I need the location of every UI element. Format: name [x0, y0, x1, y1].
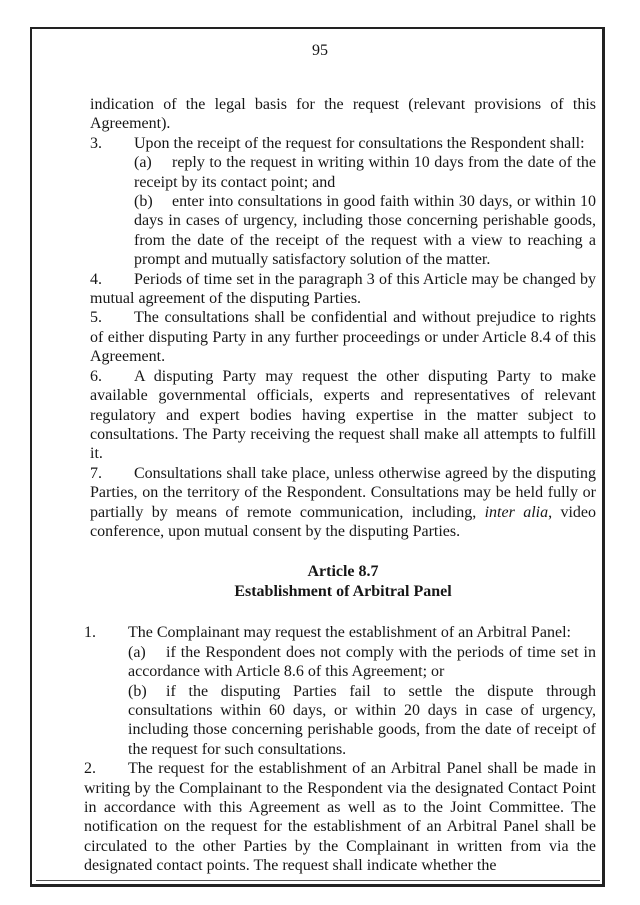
item-label: (a) — [134, 154, 152, 172]
paragraph-number: 1. — [84, 624, 96, 642]
item-label: (b) — [128, 682, 147, 700]
article-paragraph-1-item-a — [128, 643, 596, 682]
paragraph-3 — [90, 134, 596, 153]
latin-phrase: inter alia — [484, 503, 549, 521]
intro-paragraph: indication of the legal basis for the request (relevant provisions of this Agreement). — [90, 96, 596, 133]
paragraph-text: Upon the receipt of the request for consultations the Respondent shall: — [134, 134, 585, 152]
paragraph-number: 6. — [90, 367, 102, 385]
paragraph-3-item-a — [134, 153, 596, 192]
item-text: enter into consultations in good faith within 30 days, or within 10 days in cases of urgency, including those concerning perishable goods, from the date of the receipt of the request with a view to reaching a prompt and mutually satisfactory solution of the matter. — [134, 193, 596, 269]
item-text: if the Respondent does not comply with the periods of time set in accordance with Article 8.6 of this Agreement; or — [128, 643, 596, 681]
paragraph-4 — [90, 270, 596, 309]
paragraph-number: 4. — [90, 270, 102, 288]
article-heading — [90, 562, 596, 602]
paragraph-text: The Complainant may request the establishment of an Arbitral Panel: — [128, 624, 571, 642]
paragraph-number: 2. — [84, 760, 96, 778]
paragraph-text: A disputing Party may request the other disputing Party to make available governmental officials, experts and representatives of relevant regulatory and expert bodies having expertise in the matter subject to consultations. The Party receiving the request shall make all attempts to fulfill it. — [90, 367, 596, 463]
item-text: if the disputing Parties fail to settle the dispute through consultations within 60 days, or within 20 days in case of urgency, including those concerning perishable goods, from the date of receipt of the request for such consultations. — [128, 682, 596, 758]
paragraph-number: 3. — [90, 134, 102, 152]
paragraph-text: Periods of time set in the paragraph 3 of this Article may be changed by mutual agreement of the disputing Parties. — [90, 270, 596, 308]
paragraph-6 — [90, 367, 596, 464]
paragraph-number: 5. — [90, 309, 102, 327]
article-paragraph-2 — [84, 759, 596, 875]
paragraph-5 — [90, 308, 596, 366]
item-label: (b) — [134, 193, 153, 211]
article-paragraph-1-item-b — [128, 682, 596, 760]
item-label: (a) — [128, 643, 146, 661]
paragraph-number: 7. — [90, 464, 102, 482]
document-body — [84, 95, 597, 876]
article-paragraph-1 — [84, 623, 596, 642]
paragraph-7 — [90, 464, 596, 542]
paragraph-text: The consultations shall be confidential and without prejudice to rights of either disputing Party in any further proceedings or under Article 8.4 of this Agreement. — [90, 309, 596, 366]
article-title: Establishment of Arbitral Panel — [234, 583, 452, 601]
item-text: reply to the request in writing within 10 days from the date of the receipt by its contact point; and — [134, 154, 596, 191]
paragraph-text: Consultations shall take place, unless otherwise agreed by the disputing Parties, on the territory of the Respondent. Consultations may be held fully or partially by means of remote communication, including, — [90, 464, 596, 521]
paragraph-text: The request for the establishment of an Arbitral Panel shall be made in writing by the Complainant to the Respondent via the designated Contact Point in accordance with this Agreement as well as to the Joint Committee. The notification on the request for the establishment of an Arbitral Panel shall be circulated to the other Parties by the Complainant in written from via the designated contact points. The request shall indicate whether the — [84, 760, 596, 875]
page-number: 95 — [312, 42, 328, 59]
article-number: Article 8.7 — [307, 563, 379, 581]
paragraph-3-item-b — [134, 192, 596, 270]
paragraph-text-end: , video conference, upon mutual consent by the disputing Parties. — [90, 503, 597, 540]
